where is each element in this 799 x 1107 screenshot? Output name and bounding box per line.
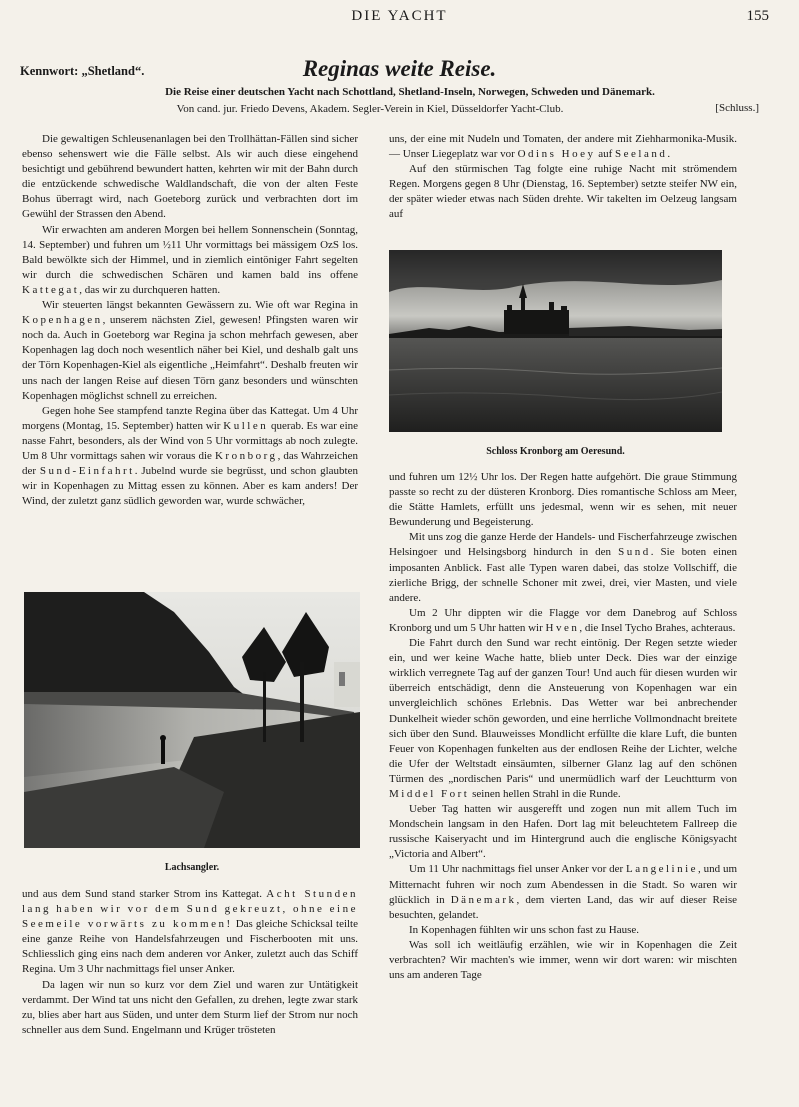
paragraph: Die Fahrt durch den Sund war recht eintönig. Der Regen setzte wieder ein, und wer keine Wache hatte, blieb unter Deck. Dies war der einzige wirklich verregnete Tag auf der ganzen Tour! Und auch für diesen wurden wir überreich entschädigt, denn die Ansteuerung von Kopenhagen war ein unvergleichlich schönes Erlebnis. Das Wetter war bei anbrechender Dunkelheit wieder schön geworden, und eine herrliche Vollmondnacht breitete sich über den Sund. Blauweisses Mondlicht erfüllte die klare Luft, die bunten Feuer von Kopenhagen funkelten aus der endlosen Reihe der Lichter, welche die Ufer der Weltstadt einsäumten, silberner Glanz lag auf den schönen Türmen des „nordischen Paris“ und unermüdlich warf der Leuchtturm von Middel Fort seinen hellen Strahl in die Runde.: [389, 637, 737, 800]
photo-kronborg: [389, 250, 722, 432]
paragraph: Die gewaltigen Schleusenanlagen bei den Trollhättan-Fällen sind sicher ebenso sehenswert wie die Fälle selbst. Als wir auch diese eingehend besichtigt und gebührend bewundert hatten, kehrten wir mit der Bahn durch die entzückende schwedische Waldlandschaft, die von der alten Feste Bohus überragt wird, nach Goeteborg zurück und verbrachten dort im Gewühl der Strassen den Abend.: [22, 133, 358, 221]
spaced-word: Seeland: [615, 148, 668, 161]
paragraph: und aus dem Sund stand starker Strom ins Kattegat. Acht Stunden lang haben wir vor dem Sund gekreuzt, ohne eine Seemeile vorwärts zu kommen! Das gleiche Schicksal teilte eine ganze Reihe von Handelsfahrzeugen und Fischerbooten mit uns. Schliesslich ging eins nach dem anderen vor Anker, zuletzt auch das Schiff Regina. Um 3 Uhr nachmittags fiel unser Anker.: [22, 888, 358, 976]
kronborg-illustration: [389, 250, 722, 432]
author-line: Von cand. jur. Friedo Devens, Akadem. Segler-Verein in Kiel, Düsseldorfer Yacht-Club.: [176, 103, 564, 115]
running-head: DIE YACHT: [351, 8, 448, 24]
paragraph: Ueber Tag hatten wir ausgerefft und zogen nun mit allem Tuch im Mondschein langsam in den Hafen. Dort lag mit beleuchtetem Fallreep die russische Kaiseryacht und im Hintergrund auch die englische Königsyacht „Victoria and Albert“.: [389, 803, 737, 861]
paragraph: Was soll ich weitläufig erzählen, wie wir in Kopenhagen die Zeit verbrachten? Wir machten's wie immer, wenn wir dort waren: wir mischten uns am anderen Tage: [389, 938, 737, 982]
spaced-word: Kopenhagen: [22, 314, 103, 327]
spaced-word: Kattegat: [22, 283, 80, 296]
spaced-phrase: Acht Stunden lang haben wir vor dem Sund gekreuzt, ohne eine Seemeile vorwärts zu kommen!: [22, 888, 358, 931]
page-number: 155: [746, 8, 769, 24]
spaced-word: Kronborg: [214, 449, 278, 462]
spaced-word: Langelinie: [625, 863, 699, 876]
paragraph: Mit uns zog die ganze Herde der Handels- und Fischerfahrzeuge zwischen Helsingoer und Helsingsborg hindurch in den Sund. Sie boten einen imposanten Anblick. Fast alle Typen waren dabei, das stolze Vollschiff, die zierliche Brigg, der schnelle Schoner mit zwei, drei, vier Masten, und viele andere.: [389, 531, 737, 604]
article-title: Reginas weite Reise.: [302, 56, 497, 81]
paragraph: Auf den stürmischen Tag folgte eine ruhige Nacht mit strömendem Regen. Morgens gegen 8 Uhr (Dienstag, 16. September) setzte steifer NW ein, der später wieder etwas nach Süden drehte. Wir takelten im Oelzeug langsam auf: [389, 163, 737, 221]
paragraph: Um 2 Uhr dippten wir die Flagge vor dem Danebrog auf Schloss Kronborg und um 5 Uhr hatten wir Hven, die Insel Tycho Brahes, achteraus.: [389, 606, 737, 634]
spaced-word: Kullen: [223, 419, 269, 432]
paragraph: Gegen hohe See stampfend tanzte Regina über das Kattegat. Um 4 Uhr morgens (Montag, 15. September) hatten wir Kullen querab. Es war eine nasse Fahrt, besonders, als der Wind von 5 Uhr vormittags ab noch zulegte. Um 8 Uhr vormittags sahen wir voraus die Kronborg, das Wahrzeichen der Sund-Einfahrt. Jubelnd wurde sie begrüsst, und schon glaubten wir in Kopenhagen zu Mittag essen zu können. Aber es kam anders! Der Wind, der zuletzt ganz südlich geworden war, wurde schwächer,: [22, 404, 359, 508]
column-right-top: [389, 132, 737, 223]
paragraph: Um 11 Uhr nachmittags fiel unser Anker vor der Langelinie, und um Mitternacht fuhren wir noch zum Abendessen in die Stadt. So waren wir glücklich in Dänemark, dem vierten Land, das wir auf dieser Reise besuchten, gelandet.: [389, 863, 737, 921]
spaced-word: Hven: [545, 621, 580, 634]
paragraph: Wir erwachten am anderen Morgen bei hellem Sonnenschein (Sonntag, 14. September) und fuhren um ½11 Uhr vormittags bei mässigem OzS los. Bald bewölkte sich der Himmel, und in ziemlich eintöniger Fahrt segelten wir durch die schwedischen Schären und kamen bald ins offene Kattegat, das wir zu durchqueren hatten.: [22, 223, 358, 296]
paragraph: Wir steuerten längst bekannten Gewässern zu. Wie oft war Regina in Kopenhagen, unserem nächsten Ziel, gewesen! Pfingsten waren wir noch da. Auch in Goeteborg war Regina ja schon mehrfach gewesen, aber Kopenhagen lag doch noch wesentlich näher bei Kiel, und deshalb galt uns der Törn Kopenhagen-Kiel als eigentliche „Heimfahrt“. Deshalb freuten wir uns nach der langen Reise auf diesen Törn ganz besonders und wünschten Kopenhagen möglichst schnell zu erreichen.: [22, 299, 358, 402]
photo-lachsangler: [24, 592, 360, 848]
kennwort: Kennwort: „Shetland“.: [20, 64, 145, 78]
spaced-word: Dänemark: [450, 893, 517, 906]
caption-kronborg: Schloss Kronborg am Oeresund.: [486, 446, 625, 457]
caption-lachsangler: Lachsangler.: [164, 862, 220, 873]
schluss-note: [Schluss.]: [715, 102, 759, 114]
paragraph: uns, der eine mit Nudeln und Tomaten, der andere mit Ziehharmonika-Musik. — Unser Liegeplatz war vor Odins Hoey auf Seeland.: [389, 133, 737, 161]
spaced-word: Middel Fort: [389, 787, 470, 800]
spaced-word: Sund: [618, 546, 651, 559]
article-subtitle: Die Reise einer deutschen Yacht nach Schottland, Shetland-Inseln, Norwegen, Schweden und Dänemark.: [165, 86, 655, 98]
paragraph: Da lagen wir nun so kurz vor dem Ziel und waren zur Untätigkeit verdammt. Der Wind tat uns nicht den Gefallen, zu drehen, legte zwar stark zu, blies aber hart aus Süden, und unter dem Sturm lief der Strom nur noch schneller aus dem Sund. Engelmann und Krüger trösteten: [22, 978, 358, 1036]
spaced-word: Odins Hoey: [517, 148, 596, 161]
paragraph: In Kopenhagen fühlten wir uns schon fast zu Hause.: [409, 923, 640, 936]
paragraph: und fuhren um 12½ Uhr los. Der Regen hatte aufgehört. Die graue Stimmung passte so recht zu der düsteren Kronborg. Dies romantische Schloss am Meer, die Stätte Hamlets, erfüllt uns jedesmal, wenn wir es sehen, mit neuer Bewunderung und Begeisterung.: [389, 471, 737, 529]
column-left-bottom: [22, 887, 358, 1038]
lachsangler-illustration: [24, 592, 360, 848]
spaced-word: Sund-Einfahrt: [39, 465, 135, 478]
column-right-bottom: [389, 470, 737, 983]
column-left-top: [22, 132, 358, 509]
